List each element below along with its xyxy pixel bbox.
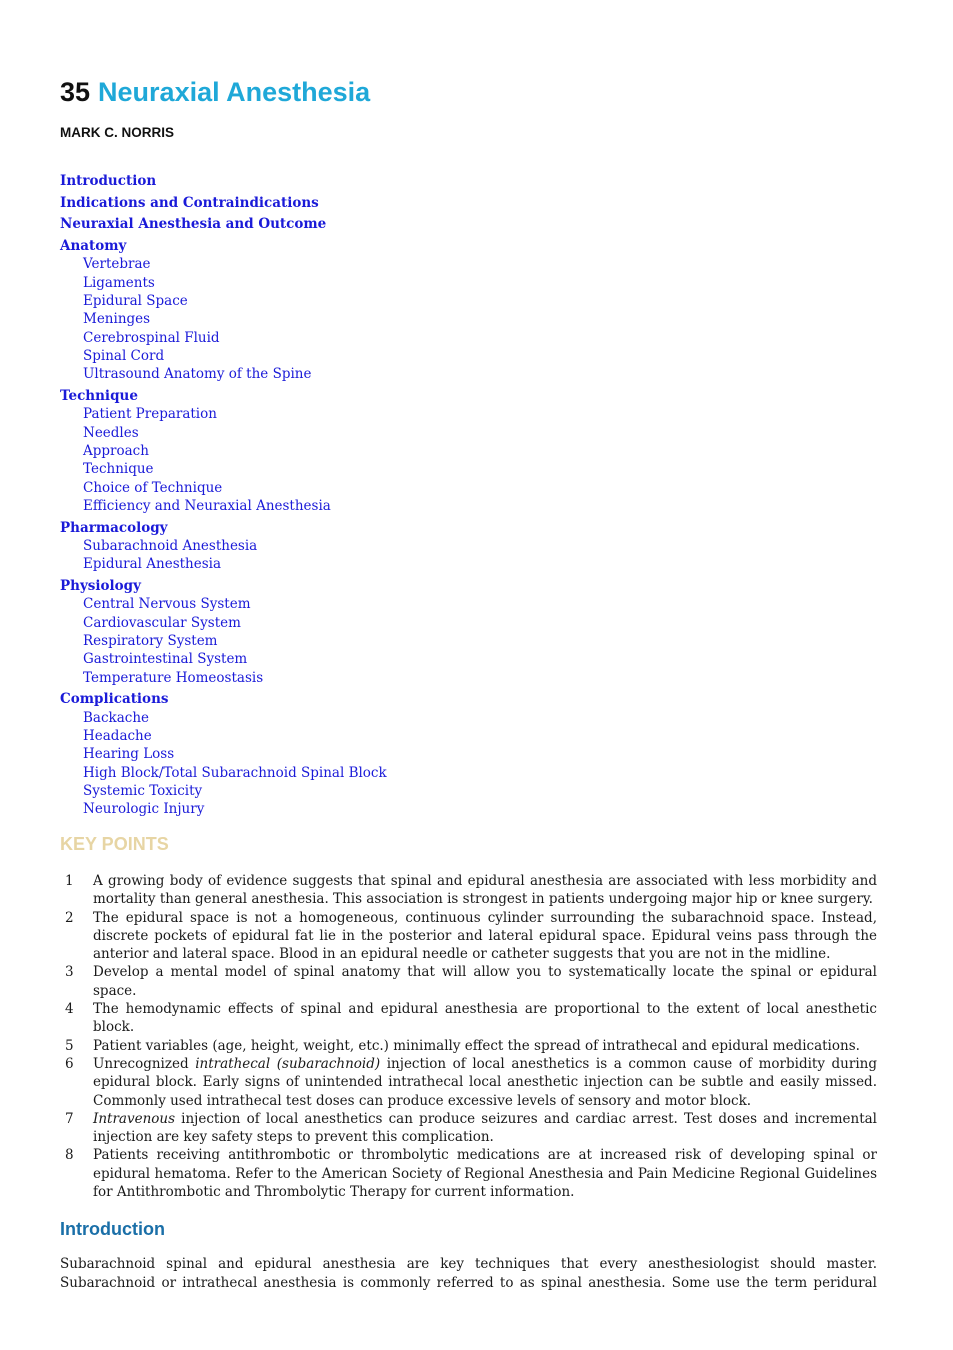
toc-sublink-approach[interactable]: Approach (83, 443, 149, 459)
toc-sublink-backache[interactable]: Backache (83, 709, 150, 726)
chapter-name: Neuraxial Anesthesia (98, 77, 371, 107)
key-point-text-run: Unrecognized (93, 1055, 196, 1072)
key-point (60, 1055, 877, 1110)
key-point-emphasis: Intravenous (93, 1110, 176, 1127)
toc-sublink-efficiency-and-neuraxial-anesthesia[interactable]: Efficiency and Neuraxial Anesthesia (83, 498, 331, 515)
key-point-number: 6 (65, 1055, 74, 1072)
key-point (60, 1110, 877, 1147)
key-point (60, 1146, 877, 1201)
key-point-number: 1 (65, 873, 74, 889)
key-points-heading: KEY POINTS (60, 834, 169, 854)
key-point-text-run: injection of local anesthetics is a common cause of morbidity during epidural block. Early signs of unintended intrathecal local anesthetic injection can be subtle and easily missed. Commonly used intrathecal test doses can produce excessive levels of sensory and motor block. (93, 1055, 877, 1109)
toc-sublink-headache[interactable]: Headache (83, 728, 152, 745)
key-point-text-run: The hemodynamic effects of spinal and epidural anesthesia are proportional to the extent of local anesthetic block. (93, 1001, 877, 1036)
toc-sublink-neurologic-injury[interactable]: Neurologic Injury (83, 801, 205, 818)
chapter-author: MARK C. NORRIS (60, 125, 174, 140)
toc-sublink-cardiovascular-system[interactable]: Cardiovascular System (83, 614, 241, 631)
key-point (60, 909, 877, 964)
toc-link-anatomy[interactable]: Anatomy (60, 237, 127, 254)
toc-sublink-technique[interactable]: Technique (83, 461, 154, 478)
key-point-text (93, 1110, 877, 1147)
toc-sublink-central-nervous-system[interactable]: Central Nervous System (83, 596, 251, 613)
key-point (60, 963, 877, 1000)
toc-sublink-systemic-toxicity[interactable]: Systemic Toxicity (83, 783, 203, 800)
toc-link-pharmacology[interactable]: Pharmacology (60, 519, 168, 536)
toc-link-physiology[interactable]: Physiology (60, 578, 141, 594)
chapter-number: 35 (60, 77, 91, 107)
toc-link-indications-and-contraindications[interactable]: Indications and Contraindications (60, 194, 319, 211)
toc-sublink-cerebrospinal-fluid[interactable]: Cerebrospinal Fluid (83, 329, 220, 346)
key-point (60, 1000, 877, 1037)
introduction-paragraph: Subarachnoid spinal and epidural anesthesia are key techniques that every anesthesiologist should master. Subarachnoid or intrathecal anesthesia is commonly referred to as spinal anesthesia. Some use the term peridural (60, 1256, 877, 1291)
toc-sublink-meninges[interactable]: Meninges (83, 311, 151, 328)
key-point-emphasis: intrathecal (subarachnoid) (195, 1055, 381, 1072)
toc-sublink-ultrasound-anatomy-of-the-spine[interactable]: Ultrasound Anatomy of the Spine (83, 366, 312, 383)
key-point-number: 5 (65, 1037, 74, 1054)
toc-sublink-high-block-total-subarachnoid-spinal-block[interactable]: High Block/Total Subarachnoid Spinal Block (83, 764, 387, 781)
key-point-number: 4 (65, 1001, 74, 1018)
chapter-title (60, 76, 370, 108)
key-point-text-run: Patient variables (age, height, weight, etc.) minimally effect the spread of intrathecal and epidural medications. (93, 1037, 860, 1054)
key-point-text (93, 1055, 877, 1110)
section-heading-introduction: Introduction (60, 1219, 165, 1239)
key-point-text-run: Develop a mental model of spinal anatomy that will allow you to systematically locate the spinal or epidural space. (93, 964, 877, 999)
key-points-list (60, 872, 877, 1201)
toc-sublink-temperature-homeostasis[interactable]: Temperature Homeostasis (83, 669, 264, 686)
key-point-text-run: The epidural space is not a homogeneous, continuous cylinder surrounding the subarachnoid space. Instead, discrete pockets of epidural fat lie in the posterior and lateral epidural space. Epidural veins pass through the anterior and lateral space. Blood in an epidural needle or catheter suggests that you are not in the midline. (93, 909, 877, 963)
key-point (60, 1037, 877, 1055)
toc-sublink-hearing-loss[interactable]: Hearing Loss (83, 746, 175, 763)
toc-link-introduction[interactable]: Introduction (60, 173, 157, 189)
toc-sublink-subarachnoid-anesthesia[interactable]: Subarachnoid Anesthesia (83, 538, 258, 555)
key-point-text-run: injection of local anesthetics can produce seizures and cardiac arrest. Test doses and incremental injection are key safety steps to prevent this complication. (93, 1110, 877, 1146)
toc-sublink-gastrointestinal-system[interactable]: Gastrointestinal System (83, 651, 248, 668)
key-point-text (93, 909, 877, 964)
key-point-text (93, 872, 877, 909)
toc-sublink-needles[interactable]: Needles (83, 424, 139, 441)
table-of-contents (60, 172, 387, 819)
toc-sublink-epidural-anesthesia[interactable]: Epidural Anesthesia (83, 556, 222, 573)
key-point (60, 872, 877, 909)
key-point-number: 2 (65, 909, 74, 926)
toc-sublink-vertebrae[interactable]: Vertebrae (83, 256, 151, 273)
toc-link-complications[interactable]: Complications (60, 691, 169, 708)
toc-sublink-patient-preparation[interactable]: Patient Preparation (83, 406, 217, 423)
toc-link-technique[interactable]: Technique (60, 387, 138, 404)
key-point-text (93, 1037, 877, 1055)
key-point-text-run: A growing body of evidence suggests that spinal and epidural anesthesia are associated with less morbidity and mortality than general anesthesia. This association is strongest in patients undergoing major hip or knee surgery. (93, 873, 877, 908)
toc-sublink-spinal-cord[interactable]: Spinal Cord (83, 347, 165, 364)
key-point-text (93, 1146, 877, 1201)
key-point-number: 7 (65, 1110, 74, 1127)
toc-sublink-ligaments[interactable]: Ligaments (83, 274, 155, 291)
toc-sublink-epidural-space[interactable]: Epidural Space (83, 292, 188, 309)
toc-sublink-choice-of-technique[interactable]: Choice of Technique (83, 479, 223, 496)
key-point-number: 8 (65, 1147, 74, 1164)
key-point-text (93, 1000, 877, 1037)
key-point-number: 3 (65, 964, 74, 981)
toc-link-neuraxial-anesthesia-and-outcome[interactable]: Neuraxial Anesthesia and Outcome (60, 216, 327, 233)
key-point-text (93, 963, 877, 1000)
key-point-text-run: Patients receiving antithrombotic or thrombolytic medications are at increased risk of developing spinal or epidural hematoma. Refer to the American Society of Regional Anesthesia and Pain Medicine Regional Guidelines for Antithrombotic and Thrombolytic Therapy for current information. (93, 1147, 877, 1201)
toc-sublink-respiratory-system[interactable]: Respiratory System (83, 633, 218, 650)
